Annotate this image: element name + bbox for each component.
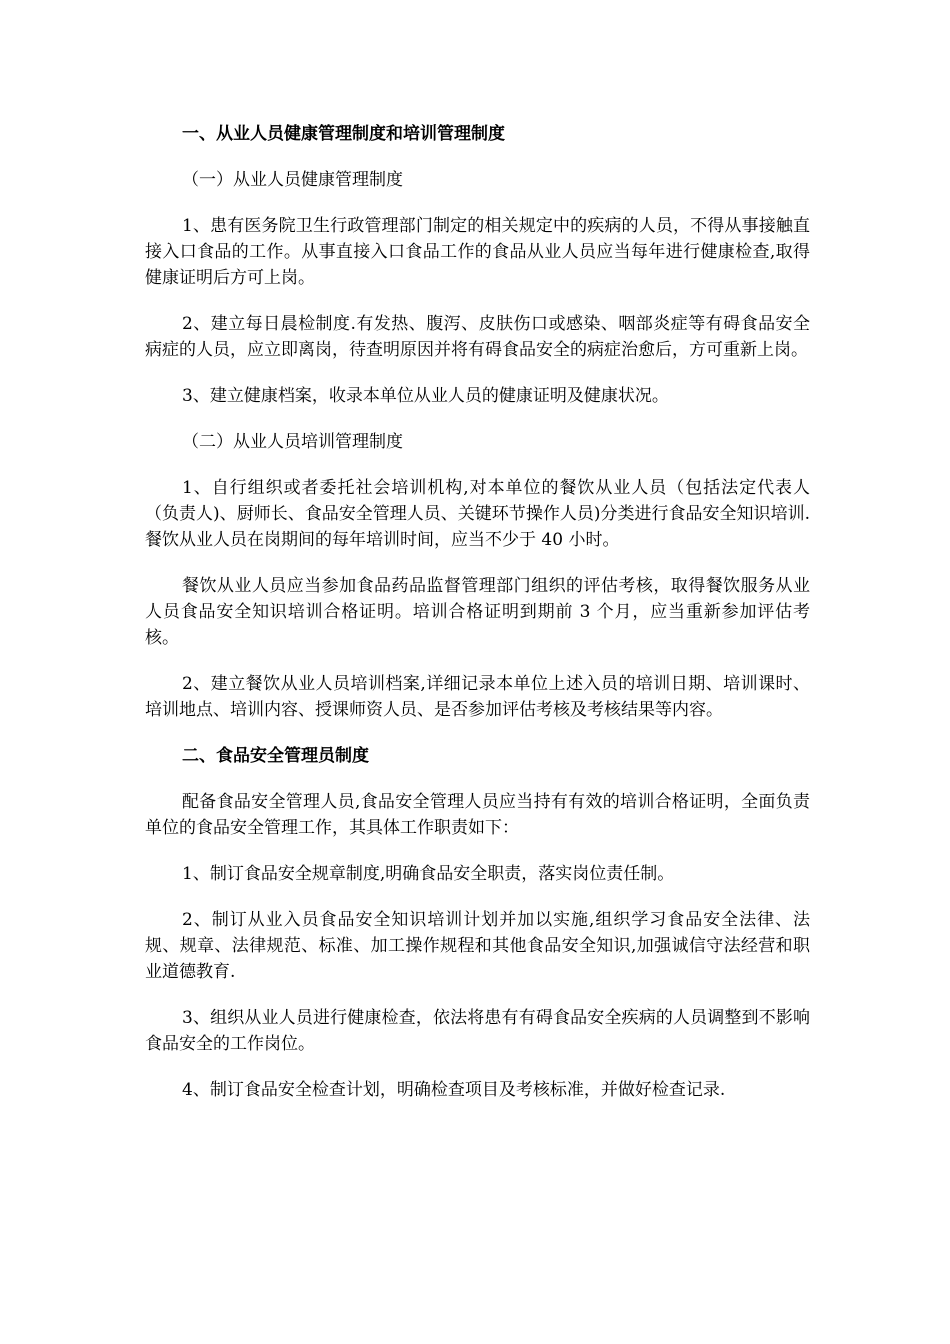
section-1-heading: 一、从业人员健康管理制度和培训管理制度 [182, 124, 505, 144]
paragraph: 2、建立餐饮从业人员培训档案,详细记录本单位上述入员的培训日期、培训课时、培训地点、培训内容、授课师资人员、是否参加评估考核及考核结果等内容。 [145, 674, 810, 720]
paragraph: 1、患有医务院卫生行政管理部门制定的相关规定中的疾病的人员，不得从事接触直接入口食品的工作。从事直接入口食品工作的食品从业人员应当每年进行健康检查,取得健康证明后方可上岗。 [145, 216, 810, 288]
paragraph: 1、自行组织或者委托社会培训机构,对本单位的餐饮从业人员（包括法定代表人（负责人)、厨师长、食品安全管理人员、关键环节操作人员)分类进行食品安全知识培训.餐饮从业人员在岗期间的每年培训时间，应当不少于 40 小时。 [145, 478, 810, 550]
paragraph: 4、制订食品安全检查计划，明确检查项目及考核标准，并做好检查记录. [182, 1080, 726, 1100]
subsection-2-title: （二）从业人员培训管理制度 [182, 432, 403, 452]
subsection-1-title: （一）从业人员健康管理制度 [182, 170, 403, 190]
document-page [145, 121, 810, 1103]
paragraph: 3、建立健康档案，收录本单位从业人员的健康证明及健康状况。 [182, 386, 669, 406]
paragraph: 2、制订从业入员食品安全知识培训计划并加以实施,组织学习食品安全法律、法规、规章、法律规范、标准、加工操作规程和其他食品安全知识,加强诚信守法经营和职业道德教育. [145, 910, 810, 982]
paragraph: 1、制订食品安全规章制度,明确食品安全职责，落实岗位责任制。 [182, 864, 675, 884]
paragraph: 餐饮从业人员应当参加食品药品监督管理部门组织的评估考核，取得餐饮服务从业人员食品安全知识培训合格证明。培训合格证明到期前 3 个月，应当重新参加评估考核。 [145, 576, 810, 648]
paragraph: 3、组织从业人员进行健康检查，依法将患有有碍食品安全疾病的人员调整到不影响食品安全的工作岗位。 [145, 1008, 810, 1054]
section-2-heading: 二、食品安全管理员制度 [182, 746, 369, 766]
paragraph: 2、建立每日晨检制度.有发热、腹泻、皮肤伤口或感染、咽部炎症等有碍食品安全病症的人员，应立即离岗，待查明原因并将有碍食品安全的病症治愈后，方可重新上岗。 [145, 314, 810, 360]
paragraph: 配备食品安全管理人员,食品安全管理人员应当持有有效的培训合格证明，全面负责单位的食品安全管理工作，其具体工作职责如下： [145, 792, 810, 838]
